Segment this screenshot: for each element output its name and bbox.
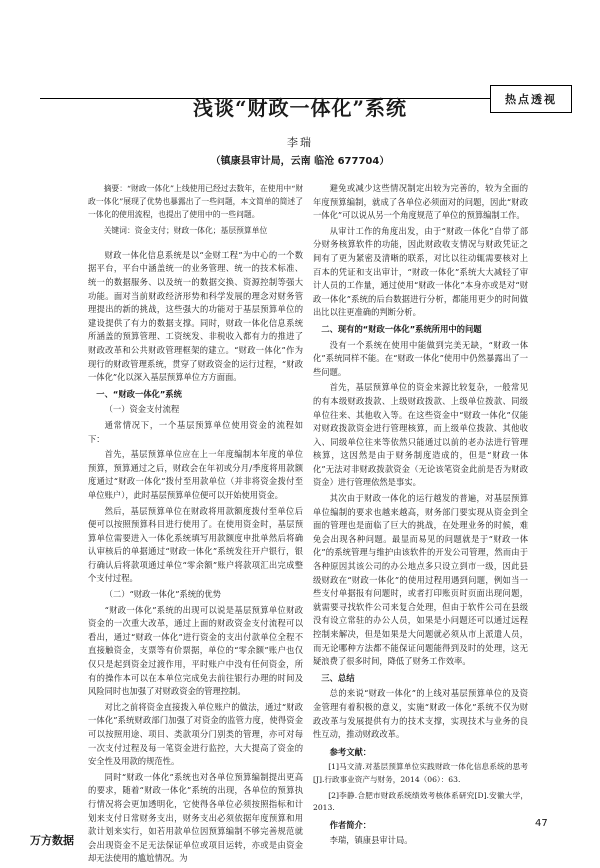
paragraph: 首先，基层预算单位的资金来源比较复杂，一般常见的有本级财政拨款、上级财政拨款、上级单位拨款、同级单位往来、其他收入等。在这些资金中“财政一体化”仅能对财政拨款资金进行管理核算，而上级单位拨款、其他收入、同级单位往来等依然只能通过以前的老办法进行管理核算，这因然是由于财务制度造成的，但是“财政一体化”无法对非财政拨款资金（无论该笔资金此前是否为财政资金）进行管理依然是事实。 (313, 382, 528, 488)
page-number: 47 (535, 818, 548, 829)
section-heading-1: 一、“财政一体化”系统 (96, 388, 182, 399)
paragraph: 没有一个系统在使用中能做到完美无缺，“财政一体化”系统同样不能。在“财政一体化”使用中仍然暴露出了一些问题。 (313, 339, 528, 377)
footer-logo: 万方数据 (30, 834, 74, 847)
right-column (313, 182, 528, 850)
article-affiliation: （镇康县审计局，云南 临沧 677704） (210, 156, 390, 167)
paragraph: 从审计工作的角度出发，由于“财政一体化”自带了部分财务核算软件的功能，因此财政收支情况与财政凭证之间有了更为紧密及清晰的联系，对比以往动辄需要核对上百本的凭证和支出审计，“财政一体化”系统大大减轻了审计人员的工作量，通过使用“财政一体化”本身亦或是对“财政一体化”系统的后台数据进行分析，都能用更少的时间做出比以往更准确的判断分析。 (313, 225, 528, 318)
paragraph: “财政一体化”系统的出现可以说是基层预算单位财政资金的一次重大改革，通过上面的财政资金支付流程可以看出，通过“财政一体化”进行资金的支出付款单位全程不直接触资金，支票等有价票据，单位的“零余额”账户也仅仅只是起到资金过渡作用，平时账户中没有任何资金，所有的操作本可以在本单位完成免去前往银行办理的时间及风险同时也加强了对财政资金的管理控制。 (88, 604, 303, 697)
paragraph: 避免或减少这些情况制定出较为完善的，较为全面的年度预算编制，就成了各单位必须面对的问题，因此“财政一体化”可以说从另一个角度规范了单位的预算编制工作。 (313, 183, 528, 221)
paragraph: 其次由于财政一体化的运行越发的普遍，对基层预算单位编制的要求也越来越高，财务部门要实现从资金到全面的管理也是面临了巨大的挑战，在处理业务的时候，难免会出现各种问题。最显而易见的问题就是于“财政一体化”的系统管理与维护由该软件的开发公司管理，然而由于各种原因其该公司的办公地点多只设立到市一级，因此县级财政在“财政一体化”的使用过程用遇到问题，例如当一些支付单据报有问题时，或者打印账页时页面出现问题，就需要寻找软件公司来复合处理，但由于软件公司在县级没有设立常驻的办公人员，如果是小问题还可以通过远程控制来解决，但是如果是大问题就必须从市上派遣人员，而无论哪种方法都不能保证问题能得到及时的处理，这无疑浪费了很多时间，降低了财务工作效率。 (313, 493, 528, 667)
article-title: 浅谈“财政一体化”系统 (192, 96, 407, 120)
reference-item: [1]马文清.对基层预算单位实践财政一体化信息系统的思考[J].行政事业资产与财务，2014（06）：63. (313, 762, 528, 784)
article-author: 李瑞 (287, 136, 313, 149)
keywords: 关键词：资金支付；财政一体化；基层预算单位 (103, 225, 268, 235)
abstract-text: 摘要：“财政一体化”上线使用已经过去数年，在使用中“财政一体化”展现了优势也暴露出了一些问题，本文简单的简述了一体化的使用流程，也提出了使用中的一些问题。 (88, 184, 303, 220)
references-heading: 参考文献： (329, 746, 372, 757)
subheading-1-1: （一）资金支付流程 (104, 404, 180, 415)
paragraph: 对比之前将资金直接拨入单位账户的做法，通过“财政一体化”系统财政部门加强了对资金的监管力度，使得资金可以按照用途、项目、类款项分门别类的管理，亦可对每一次支付过程及每一笔资金进行监控，大大提高了资金的安全性及用款的规范性。 (88, 701, 303, 767)
section-heading-2: 二、现有的“财政一体化”系统所用中的问题 (321, 323, 482, 334)
abstract (88, 182, 303, 222)
paragraph: 首先，基层预算单位应在上一年度编制本年度的单位预算，预算通过之后，财政会在年初或分月/季度将用款额度通过“财政一体化”拨付至用款单位（并非将资金拨付至单位账户），此时基层预算单位便可以开始使用资金。 (88, 449, 303, 500)
paragraph: 同时“财政一体化”系统也对各单位预算编制提出更高的要求，随着“财政一体化”系统的出现，各单位的预算执行情况将会更加透明化，它使得各单位必须按照指标和计划来支付日常财务支出，财务支出必须依据年度预算和用款计划来实行，如若用款单位因预算编制不够完善规范就会出现资金不足无法保证单位或项目运转，亦或是由资金却无法使用的尴尬情况。为 (88, 771, 303, 864)
author-bio-heading: 作者简介： (329, 819, 372, 830)
paragraph: 总的来说“财政一体化”的上线对基层预算单位的及资金管理有着积极的意义，实施“财政一体化”系统不仅为财政改革与发展提供有力的技术支撑，实现技术与业务的良性互动，推动财政改革。 (313, 688, 528, 740)
subheading-1-2: （二）“财政一体化”系统的优势 (104, 589, 221, 600)
section-label: 热点透视 (490, 85, 572, 113)
reference-item: [2]李静.合肥市财政系统绩效考核体系研究[D].安徽大学，2013. (313, 790, 528, 813)
paragraph: 通常情况下，一个基层预算单位使用资金的流程如下： (88, 419, 303, 444)
author-bio: 李瑞，镇康县审计局。 (329, 835, 413, 846)
section-heading-3: 三、总结 (321, 672, 355, 683)
left-column (88, 182, 303, 868)
page-header (0, 40, 600, 106)
paragraph: 然后，基层预算单位在财政将用款额度拨付至单位后便可以按照预算科目进行使用了。在使用资金时，基层预算单位需要进入一体化系统填写用款额度申批单然后将确认审核后的单据通过“财政一体化”系统发往开户银行，银行确认后将款项通过单位“零余额”账户将款项汇出完成整个支付过程。 (88, 505, 303, 584)
intro-paragraph: 财政一体化信息系统是以“金财工程”为中心的一个数据平台，平台中涵盖统一的业务管理、统一的技术标准、统一的数据服务、以及统一的数据交换、资源控制等强大功能。面对当前财政经济形势和科学发展的理念对财务管理提出的新的挑战，这些强大的功能对于基层预算单位的建设提供了有力的数据支撑。同时，财政一体化信息系统所涵盖的预算管理、工资统发、非税收入都有力的推进了财政改革和公共财政管理框架的建立。“财政一体化”作为现行的财政管理系统，贯穿了财政资金的运行过程，“财政一体化”化以深入基层预算单位方方面面。 (88, 249, 303, 383)
